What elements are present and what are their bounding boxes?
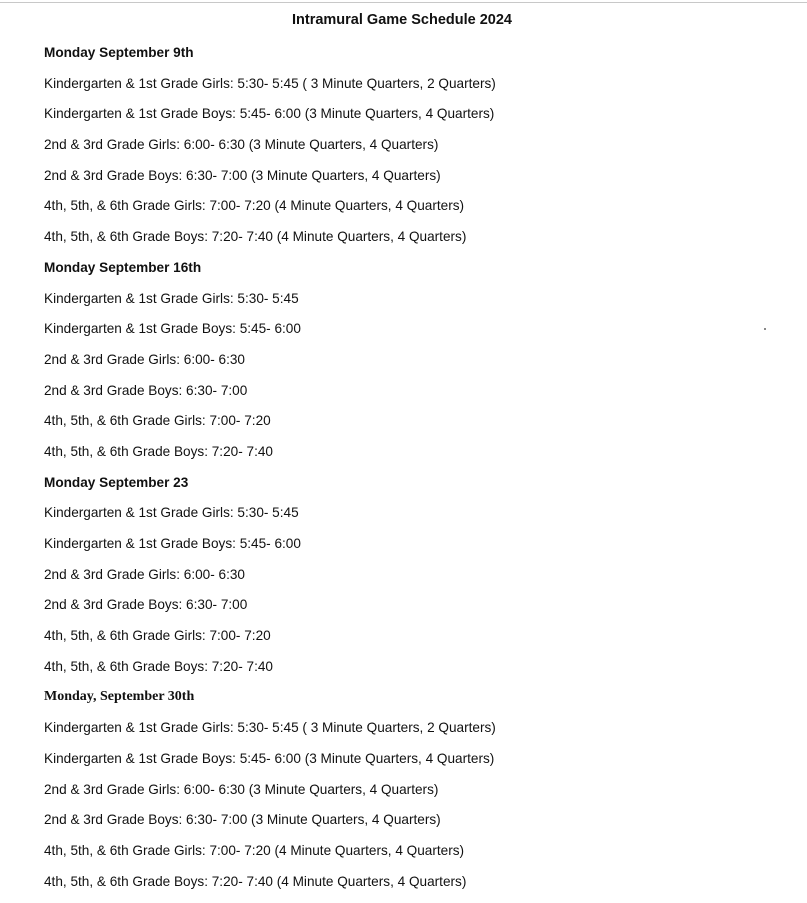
schedule-entry: 4th, 5th, & 6th Grade Boys: 7:20- 7:40 <box>44 443 273 459</box>
schedule-entry: 2nd & 3rd Grade Boys: 6:30- 7:00 <box>44 382 248 398</box>
schedule-list <box>44 44 496 903</box>
schedule-entry: 2nd & 3rd Grade Boys: 6:30- 7:00 (3 Minute Quarters, 4 Quarters) <box>44 167 441 183</box>
schedule-entry: Kindergarten & 1st Grade Girls: 5:30- 5:45 ( 3 Minute Quarters, 2 Quarters) <box>44 75 496 91</box>
schedule-entry: 4th, 5th, & 6th Grade Boys: 7:20- 7:40 (4 Minute Quarters, 4 Quarters) <box>44 229 467 245</box>
schedule-entry: Kindergarten & 1st Grade Boys: 5:45- 6:00 (3 Minute Quarters, 4 Quarters) <box>44 106 495 122</box>
schedule-entry: 4th, 5th, & 6th Grade Girls: 7:00- 7:20 <box>44 413 271 429</box>
schedule-entry: 2nd & 3rd Grade Girls: 6:00- 6:30 <box>44 351 245 367</box>
section-heading: Monday September 23 <box>44 474 189 490</box>
schedule-entry: 4th, 5th, & 6th Grade Girls: 7:00- 7:20 <box>44 628 271 644</box>
schedule-entry: 2nd & 3rd Grade Girls: 6:00- 6:30 <box>44 566 245 582</box>
schedule-entry: Kindergarten & 1st Grade Boys: 5:45- 6:00 <box>44 321 301 337</box>
schedule-entry: 4th, 5th, & 6th Grade Girls: 7:00- 7:20 (4 Minute Quarters, 4 Quarters) <box>44 842 465 858</box>
schedule-entry: 2nd & 3rd Grade Boys: 6:30- 7:00 (3 Minute Quarters, 4 Quarters) <box>44 812 441 828</box>
schedule-entry: 4th, 5th, & 6th Grade Boys: 7:20- 7:40 (4 Minute Quarters, 4 Quarters) <box>44 873 467 889</box>
schedule-entry: Kindergarten & 1st Grade Boys: 5:45- 6:00 (3 Minute Quarters, 4 Quarters) <box>44 750 495 766</box>
schedule-entry: 2nd & 3rd Grade Girls: 6:00- 6:30 (3 Minute Quarters, 4 Quarters) <box>44 781 439 797</box>
schedule-entry: Kindergarten & 1st Grade Girls: 5:30- 5:45 ( 3 Minute Quarters, 2 Quarters) <box>44 720 496 736</box>
schedule-entry: 2nd & 3rd Grade Girls: 6:00- 6:30 (3 Minute Quarters, 4 Quarters) <box>44 137 439 153</box>
schedule-entry: Kindergarten & 1st Grade Girls: 5:30- 5:45 <box>44 505 299 521</box>
schedule-entry: 2nd & 3rd Grade Boys: 6:30- 7:00 <box>44 597 248 613</box>
schedule-entry: Kindergarten & 1st Grade Girls: 5:30- 5:45 <box>44 290 299 306</box>
section-heading: Monday September 9th <box>44 45 194 60</box>
schedule-entry: 4th, 5th, & 6th Grade Girls: 7:00- 7:20 (4 Minute Quarters, 4 Quarters) <box>44 198 465 214</box>
schedule-entry: 4th, 5th, & 6th Grade Boys: 7:20- 7:40 <box>44 658 273 674</box>
schedule-entry: Kindergarten & 1st Grade Boys: 5:45- 6:00 <box>44 536 301 551</box>
top-divider <box>0 2 807 3</box>
section-heading: Monday September 16th <box>44 259 202 275</box>
stray-mark <box>764 328 766 330</box>
section-heading: Monday, September 30th <box>44 689 195 705</box>
page-title: Intramural Game Schedule 2024 <box>291 12 512 28</box>
